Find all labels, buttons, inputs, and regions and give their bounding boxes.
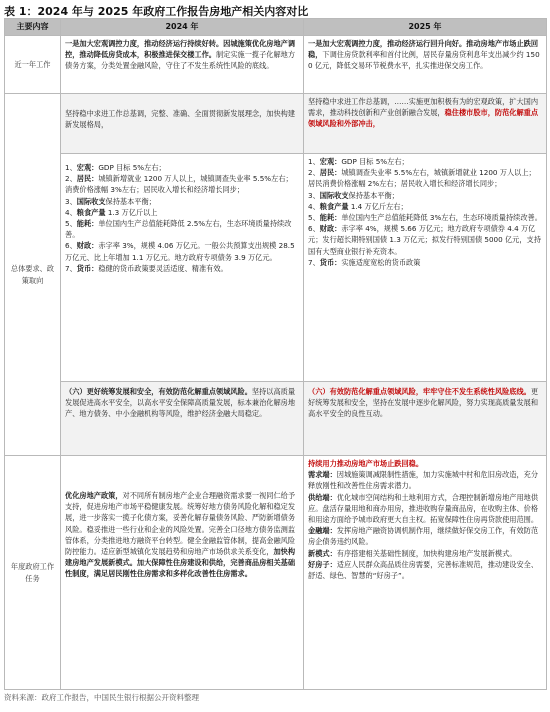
header-2024: 2024 年 (61, 19, 304, 36)
goals-2024-item-key: 能耗： (76, 219, 99, 229)
goals-2025-item-text: 城镇调查失业率 5.5%左右，城镇新增就业 1200 万人以上；居民消费价格涨幅 2%左右；居民收入增长和经济增长同步； (308, 168, 536, 189)
header-main-content: 主要内容 (5, 19, 61, 36)
goals-2025-bottom-red: （六）有效防范化解重点领域风险，牢牢守住不发生系统性风险底线。 (308, 387, 531, 396)
goals-2025-item-key: 居民： (319, 168, 342, 178)
goals-2025-items-cell (304, 154, 547, 382)
goals-2025-bottom-cell (304, 382, 547, 456)
tasks-2025-item (308, 492, 542, 526)
goals-2025-item (308, 257, 542, 268)
goals-2025-item-key: 货币： (319, 257, 342, 267)
goals-2024-item-key: 居民： (76, 174, 99, 184)
tasks-2025-item-key: 新模式： (308, 548, 337, 558)
goals-2024-items-cell (61, 154, 304, 382)
tasks-2025-item-text: 发挥房地产融资协调机制作用，继续做好保交房工作，有效防范房企债务违约风险。 (308, 526, 539, 547)
goals-2025-item-text: 单位国内生产总值能耗降低 3%左右，生态环境质量持续改善。 (341, 213, 542, 223)
tasks-2024-cell (61, 456, 304, 690)
goals-2025-item-number: 4、 (308, 201, 320, 211)
goals-2024-item-text: 赤字率 3%，规模 4.06 万亿元。一般公共预算支出规模 28.5 万亿元、比上年增加 1.1 万亿元。地方政府专项债务 3.9 万亿元。 (65, 241, 295, 262)
goals-2025-item-key: 财政： (319, 224, 342, 234)
review-row (5, 36, 547, 94)
tasks-2025-item-text: 有序搭建相关基础性制度，加快构建房地产发展新模式。 (336, 548, 517, 558)
goals-items-row (5, 154, 547, 382)
table-title: 表 1：2024 年与 2025 年政府工作报告房地产相关内容对比 (4, 5, 309, 18)
goals-2025-item (308, 212, 542, 223)
goals-2025-item-key: 粮食产量 (319, 201, 349, 211)
goals-2024-item (65, 207, 299, 218)
goals-2024-bottom-text: 坚持以高质量发展促进高水平安全，以高水平安全保障高质量发展，标本兼治化解房地产、地方债务、中小金融机构等风险，维护经济金融大局稳定。 (65, 387, 296, 419)
review-2025-cell (304, 36, 547, 94)
goals-2024-items (65, 162, 299, 274)
goals-2024-item-number: 5、 (65, 219, 77, 229)
comparison-table (4, 18, 547, 690)
goals-2024-item (65, 162, 299, 173)
tasks-2025-item-key: 持续用力推动房地产市场止跌回稳。 (308, 459, 424, 468)
tasks-2024-text-2: 适应新型城镇化发展趋势和房地产市场供求关系变化， (100, 547, 274, 557)
tasks-2025-item-key: 供给端： (308, 492, 337, 502)
goals-2024-item-key: 国际收支 (76, 196, 106, 206)
goals-2024-item-key: 粮食产量 (76, 207, 106, 217)
tasks-2025-item-key: 好房子： (308, 559, 337, 569)
goals-2025-item-number: 1、 (308, 157, 320, 166)
category-tasks: 年度政府工作任务 (5, 456, 61, 690)
goals-2025-item-text: 实施适度宽松的货币政策 (341, 257, 421, 267)
goals-2024-item-text: 稳健的货币政策要灵活适度、精准有效。 (98, 263, 228, 273)
tasks-2025-item (308, 458, 542, 469)
tasks-2025-item-key: 需求端： (308, 470, 337, 480)
goals-2024-item (65, 173, 299, 195)
tasks-2025-item (308, 559, 542, 581)
tasks-2025-item (308, 469, 542, 491)
tasks-2024-bold-1: 优化房地产政策， (65, 491, 123, 500)
goals-2025-bottom-text: 更好统筹发展和安全，坚持在发展中逐步化解风险，努力实现高质量发展和高水平安全的良性互动。 (308, 387, 539, 419)
goals-2025-top-red: 稳住楼市股市，防范化解重点领域风险和外部冲击， (308, 108, 539, 129)
goals-2024-item (65, 240, 299, 262)
goals-2025-item-text: 1.4 万亿斤左右； (348, 201, 408, 211)
goals-2024-item-text: 保持基本平衡； (105, 196, 156, 206)
goals-2024-item-key: 货币： (76, 263, 99, 273)
goals-top-row (5, 94, 547, 154)
tasks-2025-item-text: 优化城市空间结构和土地利用方式，合理控制新增房地产用地供应。盘活存量用地和商办用房，推进收购存量商品房，在收购主体、价格和用途方面给予城市政府更大自主权。拓宽保障性住房再贷款使用范围。 (308, 492, 539, 525)
goals-2024-item (65, 263, 299, 274)
goals-2024-top-cell (61, 94, 304, 154)
goals-2024-item-text: 城镇新增就业 1200 万人以上，城镇调查失业率 5.5%左右；消费价格涨幅 3%左右；居民收入增长和经济增长同步； (65, 174, 293, 195)
goals-bottom-row (5, 382, 547, 456)
goals-2024-item-number: 4、 (65, 207, 77, 217)
category-review: 近一年工作 (5, 36, 61, 94)
goals-2025-item-number: 2、 (308, 168, 320, 178)
goals-2024-item (65, 196, 299, 207)
goals-2025-item (308, 156, 542, 167)
goals-2025-item-key: 宏观： (319, 157, 342, 166)
goals-2024-item-key: 财政： (76, 241, 99, 251)
goals-2025-item-number: 6、 (308, 224, 320, 234)
header-2025: 2025 年 (304, 19, 547, 36)
goals-2024-bottom-bold: （六）更好统筹发展和安全，有效防范化解重点领域风险。 (65, 387, 252, 396)
goals-2024-top-text: 坚持稳中求进工作总基调，完整、准确、全面贯彻新发展理念，加快构建新发展格局， (65, 109, 296, 130)
goals-2024-item-text: 1.3 万亿斤以上 (105, 207, 158, 217)
goals-2025-item (308, 201, 542, 212)
goals-2024-item (65, 218, 299, 240)
goals-2024-item-number: 6、 (65, 241, 77, 251)
review-2024-cell (61, 36, 304, 94)
goals-2024-item-number: 2、 (65, 174, 77, 184)
goals-2025-item-number: 5、 (308, 213, 320, 223)
goals-2025-items (308, 156, 542, 268)
goals-2025-item-number: 3、 (308, 190, 320, 200)
tasks-2025-cell (304, 456, 547, 690)
review-2024-text: 制定实施一揽子化解地方债务方案，分类处置金融风险，守住了不发生系统性风险的底线。 (65, 50, 296, 71)
goals-2025-item-text: 赤字率 4%，规模 5.66 万亿元；地方政府专项债券 4.4 万亿元；发行超长期特别国债 1.3 万亿元；拟发行特别国债 5000 亿元，支持国有大型商业银行补充资本。 (308, 224, 541, 256)
goals-2025-item-text: GDP 目标 5%左右； (341, 157, 409, 166)
tasks-2024-bold-2: 加快构建房地产发展新模式。加大保障性住房建设和供给，完善商品房相关基础性制度，满足居民刚性住房需求和多样化改善性住房需求。 (65, 547, 296, 579)
tasks-2025-item (308, 548, 542, 559)
goals-2024-item-key: 宏观： (76, 163, 99, 172)
goals-2024-item-number: 7、 (65, 263, 77, 273)
review-2025-text: 下调住房贷款利率和首付比例，居民存量房贷利息年支出减少约 1500 亿元，降低交易环节税费水平，扎实推进保交房工作。 (308, 50, 540, 71)
goals-2025-item-number: 7、 (308, 257, 320, 267)
goals-2024-bottom-cell (61, 382, 304, 456)
goals-2025-item-text: 保持基本平衡； (348, 190, 399, 200)
header-row (5, 19, 547, 36)
tasks-row (5, 456, 547, 690)
goals-2025-item (308, 223, 542, 257)
goals-2024-item-number: 3、 (65, 196, 77, 206)
tasks-2025-items (308, 458, 542, 581)
goals-2025-item (308, 190, 542, 201)
tasks-2025-item-text: 因城施策调减限制性措施，加力实施城中村和危旧房改造，充分释放刚性和改善性住房需求潜力。 (308, 470, 539, 491)
goals-2025-item-key: 国际收支 (319, 190, 349, 200)
goals-2025-item-key: 能耗： (319, 213, 342, 223)
source-note: 资料来源：政府工作报告，中国民生银行根据公开资料整理 (4, 693, 199, 702)
tasks-2025-item (308, 525, 542, 547)
goals-2025-item (308, 167, 542, 189)
goals-2025-top-text: 坚持稳中求进工作总基调，……实施更加积极有为的宏观政策，扩大国内需求，推动科技创新和产业创新融合发展， (308, 97, 539, 118)
goals-2024-item-text: GDP 目标 5%左右； (98, 163, 166, 172)
category-goals: 总体要求、政策取向 (5, 94, 61, 456)
goals-2024-item-text: 单位国内生产总值能耗降低 2.5%左右，生态环境质量持续改善。 (65, 219, 292, 240)
tasks-2025-item-key: 金融端： (308, 526, 337, 536)
goals-2025-top-cell (304, 94, 547, 154)
goals-2024-item-number: 1、 (65, 163, 77, 172)
tasks-2025-item-text: 适应人民群众高品质住房需要，完善标准规范，推动建设安全、舒适、绿色、智慧的“好房子”。 (308, 559, 539, 581)
tasks-2024-text-1: 对不同所有制房地产企业合理融资需求要一视同仁给予支持，促进房地产市场平稳健康发展。统筹好地方债务风险化解和稳定发展，进一步落实一揽子化债方案，妥善化解存量债务风险、严防新增债务风险。稳妥推进一些行业和企业的风险处置。完善全口径地方债务监测监管体系，分类推进地方融资平台转型。健全金融监管体制，提高金融风险防控能力。 (65, 491, 296, 557)
review-2025-bold: 一是加大宏观调控力度，推动经济运行回升向好。推动房地产市场止跌回稳， (308, 39, 539, 60)
review-2024-bold: 一是加大宏观调控力度，推动经济运行持续好转。因城施策优化房地产调控，推动降低房贷成本，积极推进保交楼工作。 (65, 39, 296, 60)
